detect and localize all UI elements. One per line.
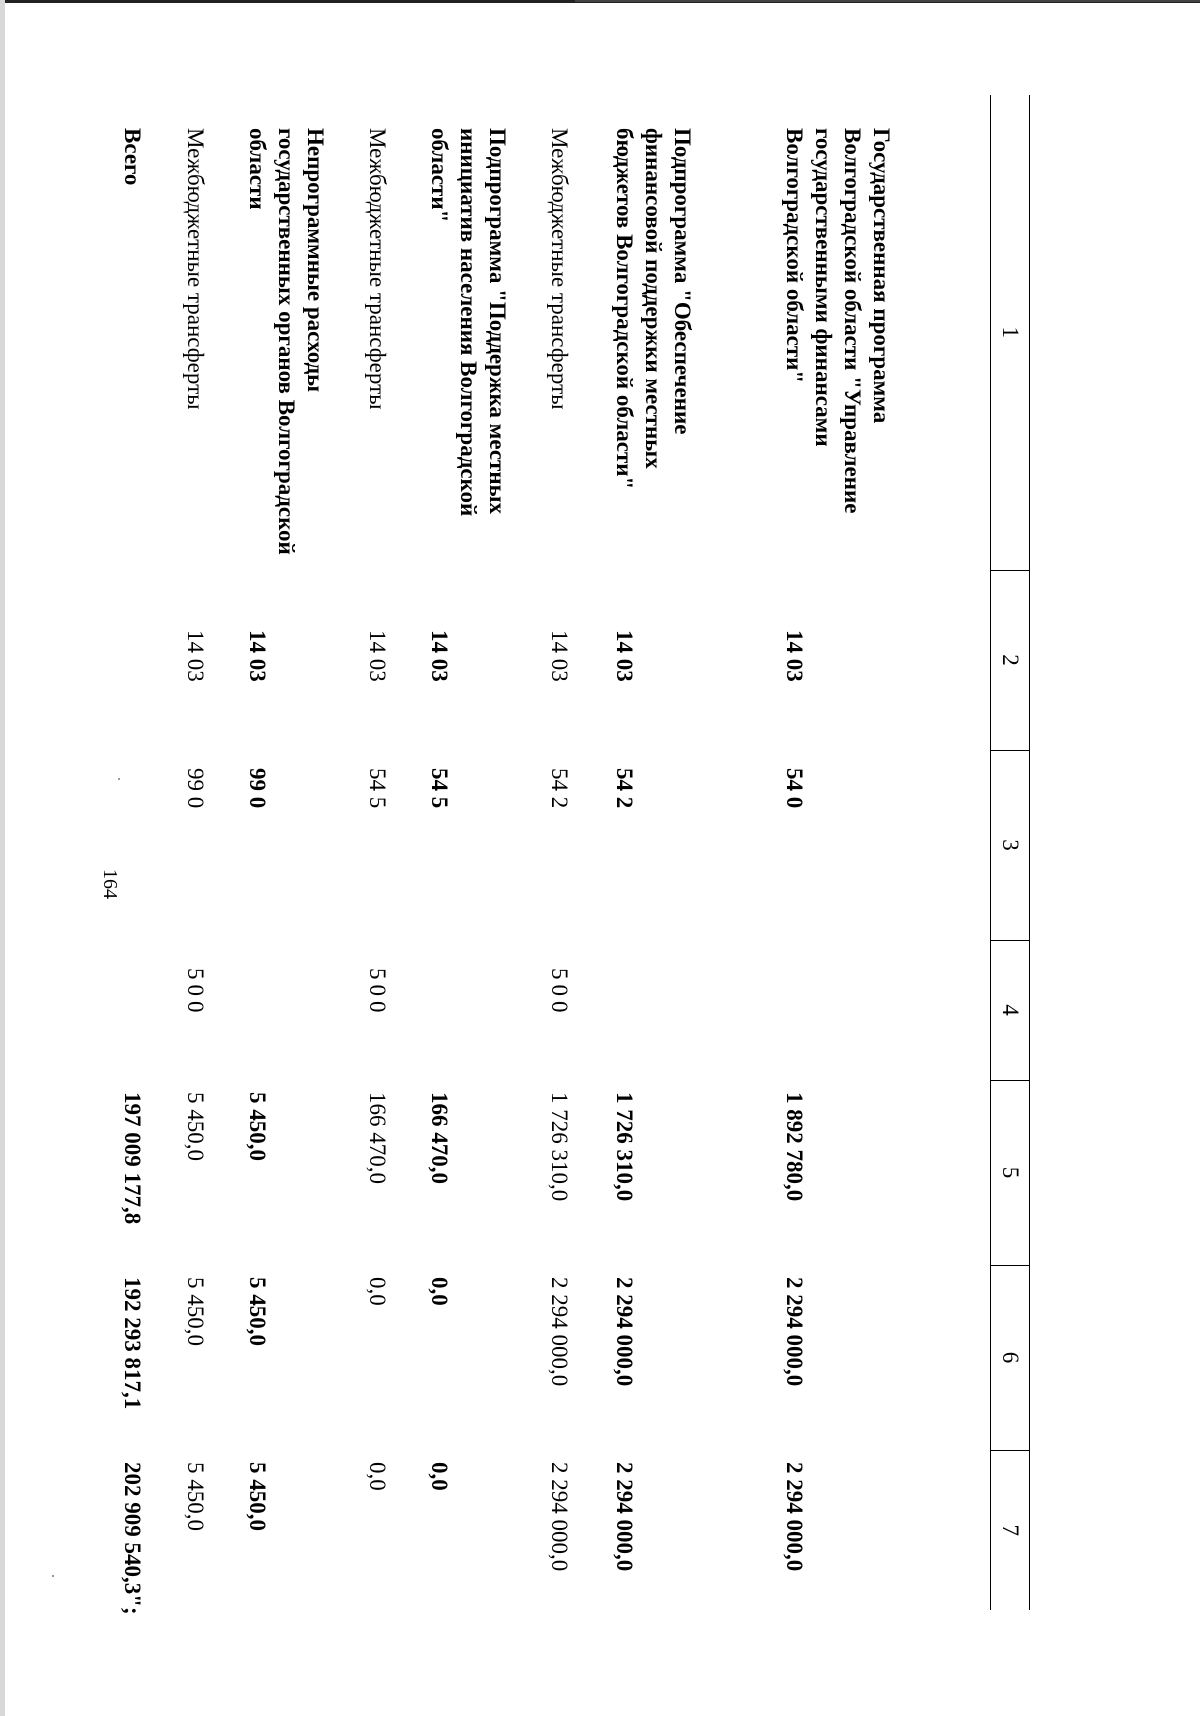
row-amount-col6: 0,0 [427,1277,453,1306]
page-number: 164 [99,869,122,899]
header-row [991,95,1030,1610]
row-program-code: 99 0 [183,768,209,809]
row-amount-col7: 2 294 000,0 [612,1462,638,1572]
row-expense-type-code: 500 [547,968,573,1018]
rotated-table-container [120,95,1030,1615]
row-expense-type-code [426,940,546,1080]
total-empty-col2 [119,570,182,750]
table-row [244,95,364,1610]
header-col-2: 2 [991,570,1030,750]
row-amount-col6: 2 294 000,0 [782,1277,808,1387]
header-col-3: 3 [991,750,1030,940]
header-col-7: 7 [991,1450,1030,1610]
row-amount-col7: 5 450,0 [245,1462,271,1531]
row-amount-col5: 166 470,0 [427,1092,453,1184]
budget-table [119,95,1031,1615]
row-program-code: 54 0 [782,768,808,809]
row-name: Непрограммные расходы государственных органов Волгоградской области [245,128,329,555]
row-expense-type-code: 500 [365,968,391,1018]
row-section-code: 14 03 [183,630,209,682]
row-name: Подпрограмма "Обеспечение финансовой поддержки местных бюджетов Волгоградской области" [612,128,696,490]
total-label: Всего [120,128,146,186]
row-name: Подпрограмма "Поддержка местных инициатив населения Волгоградской области" [427,128,511,517]
header-col-6: 6 [991,1265,1030,1450]
row-amount-col5: 5 450,0 [183,1092,209,1161]
row-amount-col5: 166 470,0 [365,1092,391,1184]
row-program-code: 54 2 [612,768,638,809]
header-col-1: 1 [991,95,1030,570]
row-amount-col6: 2 294 000,0 [547,1277,573,1387]
table-row [364,95,426,1610]
row-expense-type-code [244,940,364,1080]
row-name: Государственная программа Волгоградской области "Управление государственными финансами Волгоградской области" [782,128,895,514]
row-section-code: 14 03 [365,630,391,682]
row-amount-col5: 1 726 310,0 [547,1092,573,1202]
scan-speck [52,1575,54,1577]
table-row [426,95,546,1610]
total-amount-col7: 202 909 540,3"; [120,1462,146,1615]
row-section-code: 14 03 [782,630,808,682]
total-empty-col3 [119,750,182,940]
row-amount-col7: 0,0 [365,1462,391,1491]
row-section-code: 14 03 [547,630,573,682]
table-row [182,95,244,1610]
row-section-code: 14 03 [245,630,271,682]
row-amount-col6: 0,0 [365,1277,391,1306]
row-program-code: 54 5 [427,768,453,809]
row-section-code: 14 03 [612,630,638,682]
row-amount-col7: 5 450,0 [183,1462,209,1531]
row-amount-col6: 5 450,0 [183,1277,209,1346]
row-expense-type-code [611,940,781,1080]
total-amount-col5: 197 009 177,8 [120,1092,146,1225]
row-amount-col7: 0,0 [427,1462,453,1491]
row-name: Межбюджетные трансферты [183,128,209,410]
total-row [119,95,182,1610]
table-row [611,95,781,1610]
scan-line-top [575,0,1200,2]
row-amount-col7: 2 294 000,0 [547,1462,573,1572]
row-program-code: 54 5 [365,768,391,809]
row-expense-type-code [781,940,991,1080]
header-col-4: 4 [991,940,1030,1080]
table-row [546,95,611,1610]
row-amount-col5: 1 892 780,0 [782,1092,808,1202]
row-amount-col6: 5 450,0 [245,1277,271,1346]
row-amount-col5: 5 450,0 [245,1092,271,1161]
header-col-5: 5 [991,1080,1030,1265]
row-program-code: 54 2 [547,768,573,809]
row-program-code: 99 0 [245,768,271,809]
row-amount-col7: 2 294 000,0 [782,1462,808,1572]
scan-edge-left [0,0,5,1716]
row-amount-col5: 1 726 310,0 [612,1092,638,1202]
row-name: Межбюджетные трансферты [547,128,573,410]
total-empty-col4 [119,940,182,1080]
table-row [781,95,991,1610]
row-section-code: 14 03 [427,630,453,682]
row-name: Межбюджетные трансферты [365,128,391,410]
row-amount-col6: 2 294 000,0 [612,1277,638,1387]
total-amount-col6: 192 293 817,1 [120,1277,146,1410]
row-expense-type-code: 500 [183,968,209,1018]
